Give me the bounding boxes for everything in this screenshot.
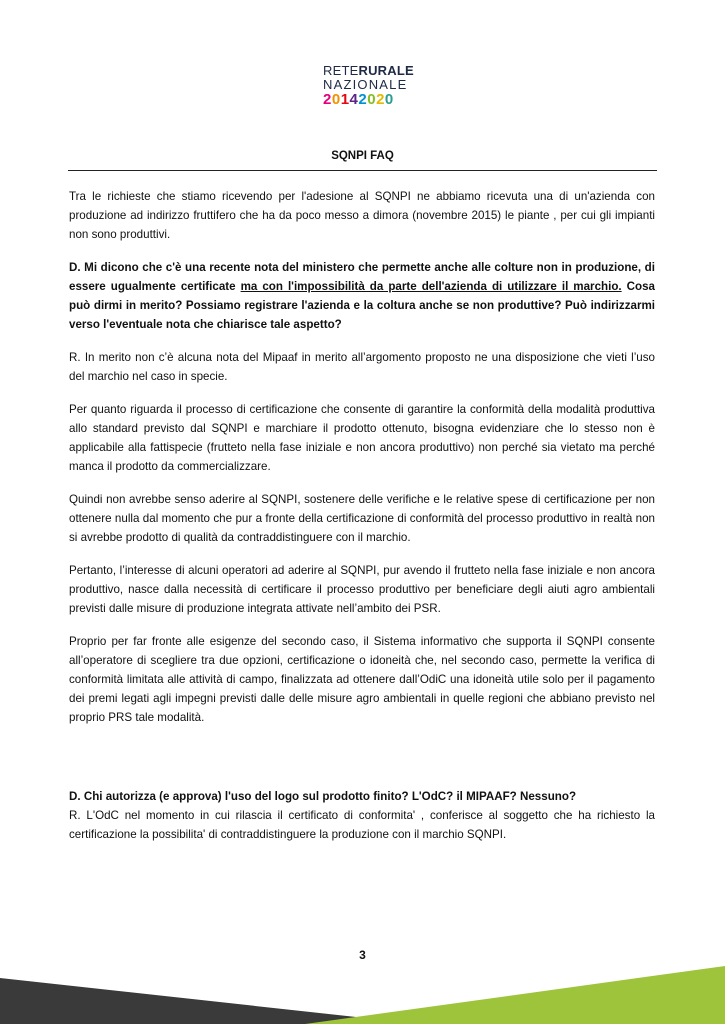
page-title: SQNPI FAQ — [331, 150, 394, 162]
logo-year-digit: 2 — [376, 91, 385, 108]
logo-year-digit: 4 — [349, 91, 359, 108]
answer-2: R. L'OdC nel momento in cui rilascia il certificato di conformita' , conferisce al soggetto che ha richiesto la certificazione la possibilita' di contraddistinguere la produzione con il marchio SQNPI. — [69, 809, 655, 841]
logo-text-rete: RETE — [323, 63, 359, 78]
answer-1-paragraph-1: R. In merito non c’è alcuna nota del Mipaaf in merito all’argomento proposto ne una disposizione che vieti l’uso del marchio nel caso in specie. — [69, 351, 655, 383]
logo-year — [323, 92, 413, 107]
spacer — [69, 741, 655, 787]
intro-paragraph: Tra le richieste che stiamo ricevendo per l'adesione al SQNPI ne abbiamo ricevuta una di un'azienda con produzione ad indirizzo fruttifero che ha da poco messo a dimora (novembre 2015) le piante , per cui gli impianti non sono produttivi. — [69, 190, 655, 241]
question-1 — [69, 258, 655, 334]
logo-year-digit: 1 — [340, 91, 350, 108]
answer-1-paragraph-4: Pertanto, l’interesse di alcuni operatori ad aderire al SQNPI, pur avendo il frutteto nella fase iniziale e non ancora produttivo, nasce dalla necessità di certificare il processo produttivo per beneficiare degli aiuti agro ambientali previsti dalle misure di produzione integrata attivate nell’ambito dei PSR. — [69, 564, 655, 615]
logo-line2: NAZIONALE — [323, 77, 408, 92]
logo-year-digit: 0 — [367, 91, 377, 108]
answer-1-paragraph-2: Per quanto riguarda il processo di certificazione che consente di garantire la conformità della modalità produttiva allo standard previsto dal SQNPI e marchiare il prodotto ottenuto, bisogna evidenziare che lo stesso non è applicabile alla fattispecie (frutteto nella fase iniziale e non ancora produttivo) non perché sia vietato ma perché manca il prodotto da commercializzare. — [69, 403, 655, 473]
logo-year-digit: 2 — [323, 91, 332, 108]
logo-year-digit: 0 — [331, 91, 341, 108]
question-1-part-a: D. Mi dicono che c'è una recente nota del ministero che permette anche alle colture non in produzione, di essere ugualmente certificate — [69, 261, 655, 293]
page-number: 3 — [359, 948, 366, 962]
answer-1-paragraph-3: Quindi non avrebbe senso aderire al SQNPI, sostenere delle verifiche e le relative spese di certificazione per non ottenere nulla dal momento che pur a fronte della certificazione di conformità del processo produttivo in realtà non si avrebbe prodotto di qualità da contraddistinguere con il marchio. — [69, 493, 655, 544]
logo-year-digit: 0 — [384, 91, 394, 108]
document-body — [69, 187, 655, 858]
logo-text-rurale: RURALE — [358, 63, 414, 78]
footer-decoration — [0, 944, 725, 1024]
logo-rete-rurale-nazionale — [323, 64, 413, 107]
question-2: D. Chi autorizza (e approva) l'uso del logo sul prodotto finito? L'OdC? il MIPAAF? Nessuno? — [69, 790, 577, 803]
question-1-part-b: Cosa può dirmi in merito? Possiamo registrare l'azienda e la coltura anche se non produttive? Può indirizzarmi verso l'eventuale nota che chiarisce tale aspetto? — [69, 280, 655, 331]
answer-1-paragraph-5: Proprio per far fronte alle esigenze del secondo caso, il Sistema informativo che supporta il SQNPI consente all’operatore di scegliere tra due opzioni, certificazione o idoneità che, nel secondo caso, permette la verifica di conformità limitata alle attività di campo, finalizzata ad ottenere dall’OdiC una idoneità utile solo per il pagamento dei premi legati agli impegni previsti dalle delle misure agro ambientali in quelle regioni che abbiano previsto nel proprio PRS tale modalità. — [69, 635, 655, 724]
footer-green-band — [305, 966, 725, 1024]
logo-year-digit: 2 — [358, 91, 368, 108]
header-divider — [68, 170, 657, 171]
question-1-underlined: ma con l'impossibilità da parte dell'azienda di utilizzare il marchio. — [240, 280, 622, 293]
logo-line1 — [323, 64, 413, 77]
